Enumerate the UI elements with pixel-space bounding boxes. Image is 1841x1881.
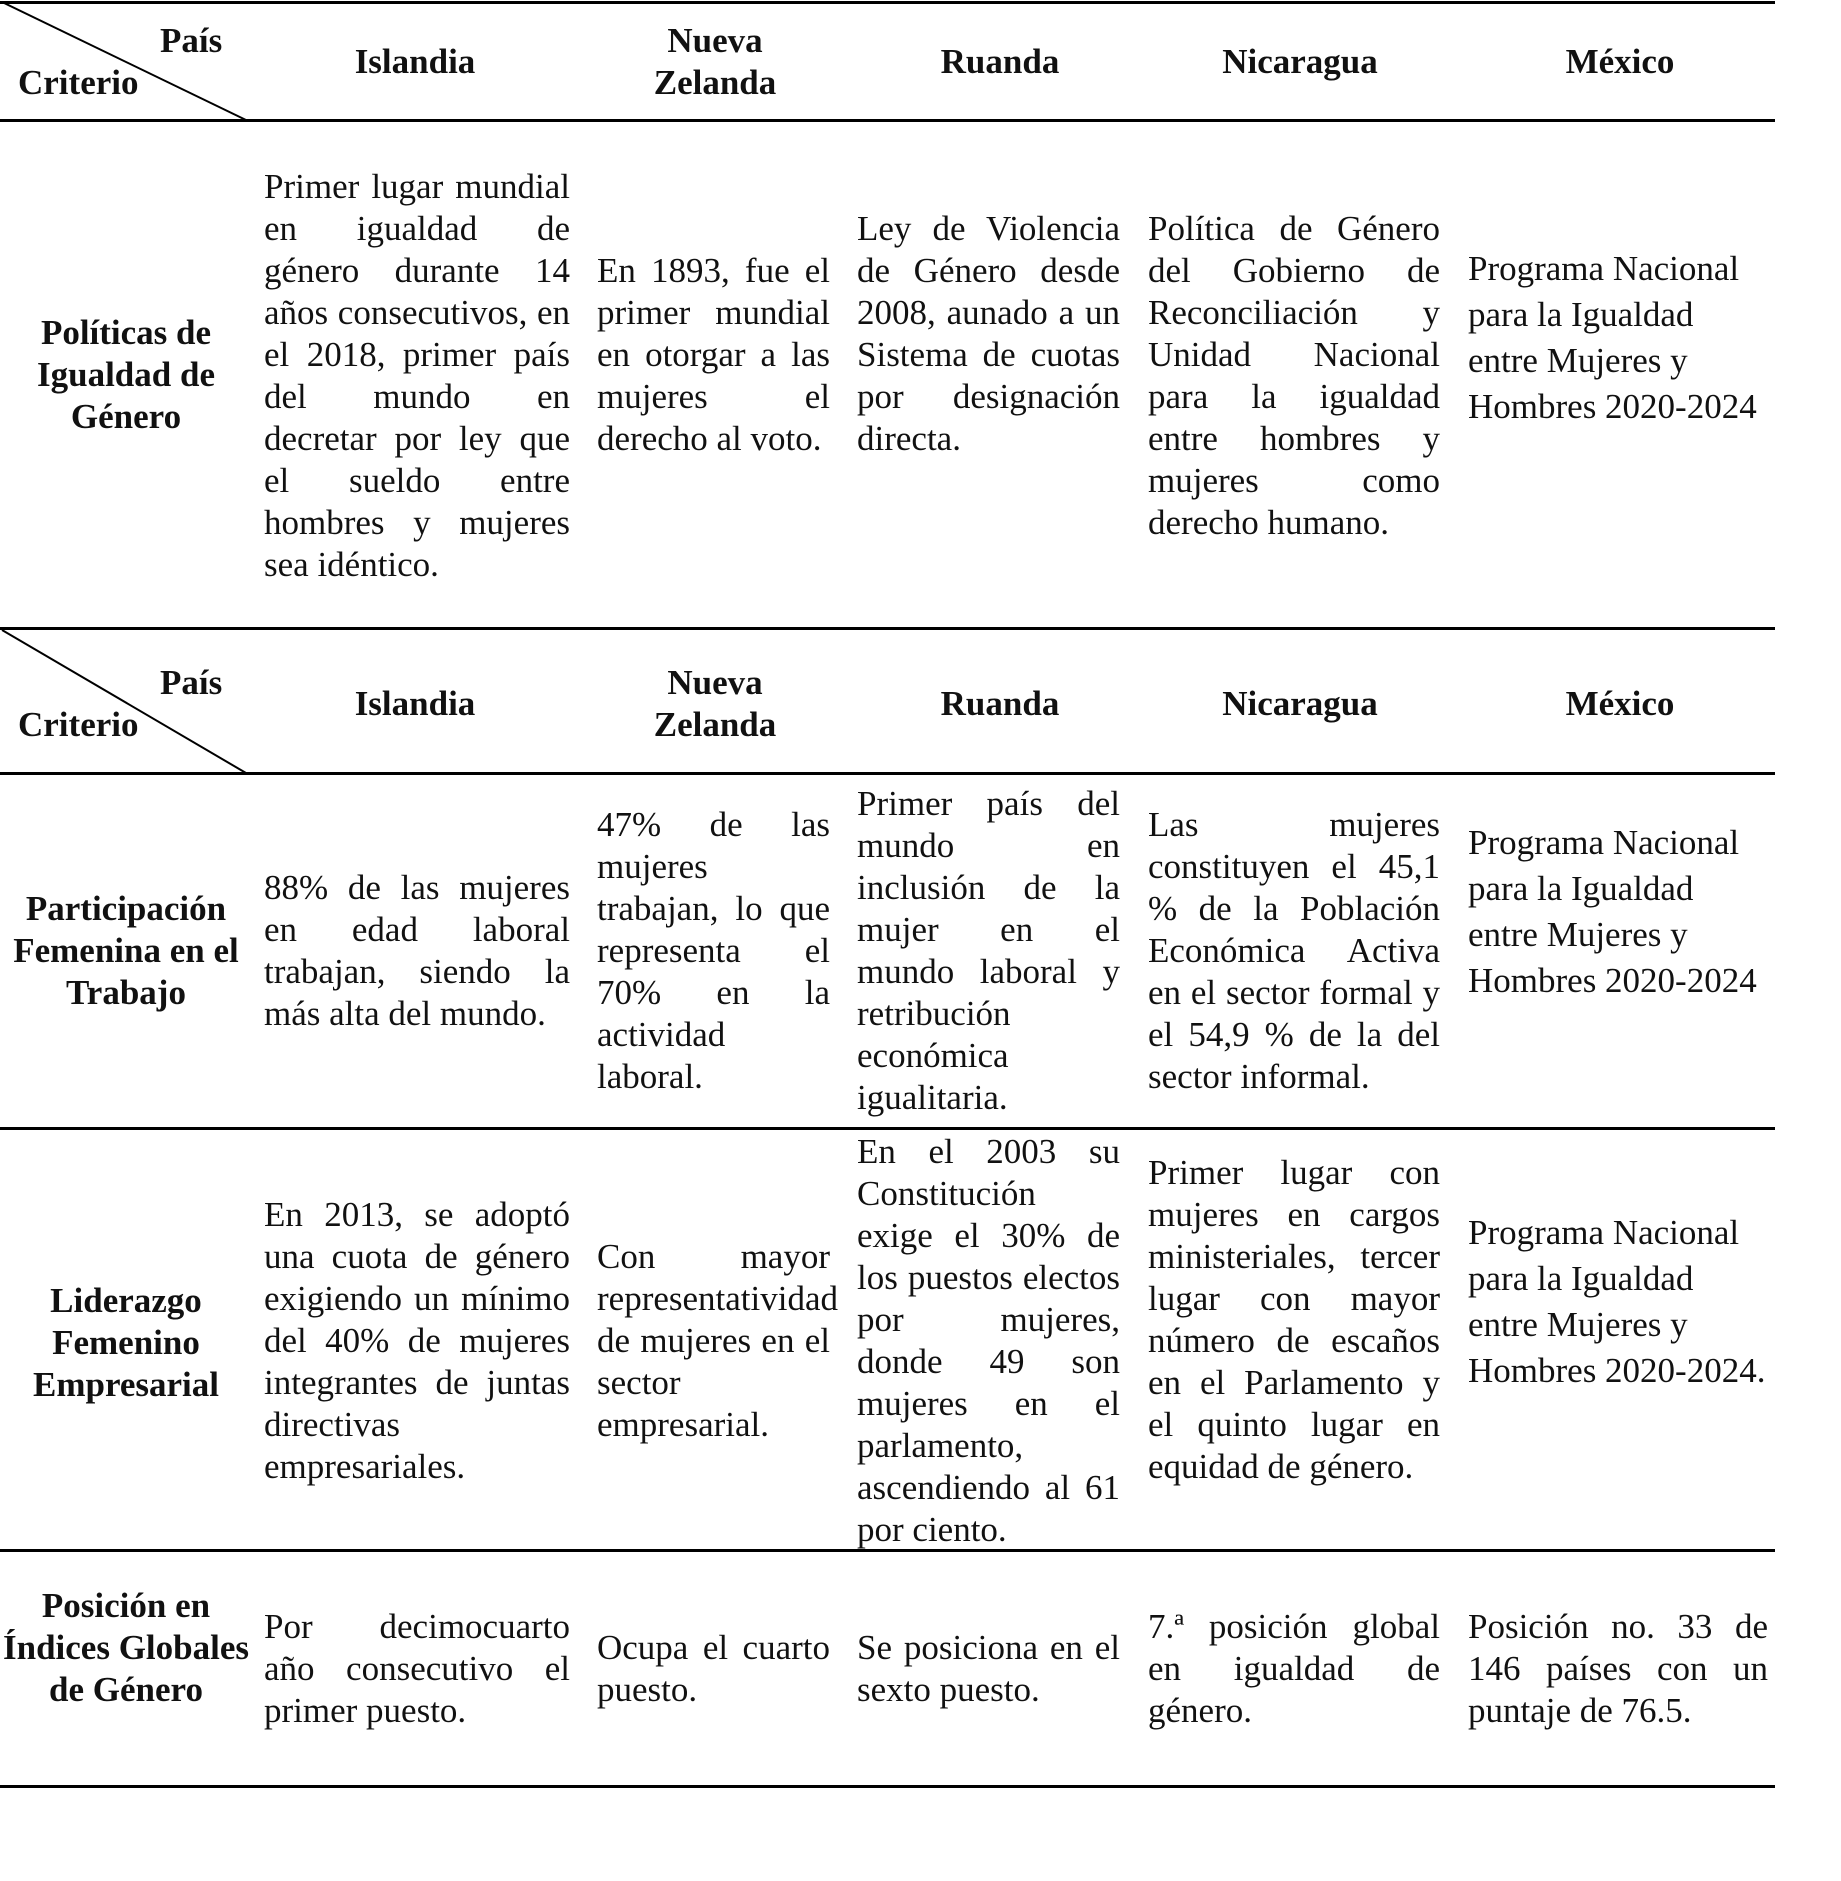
table-cell: Primer lugar mundial en igualdad de género durante 14 años consecutivos, en el 2018, primer país del mundo en decretar por ley que el sueldo entre hombres y mujeres sea idéntico. [264,167,570,584]
table-cell: Posición no. 33 de 146 países con un puntaje de 76.5. [1468,1607,1768,1730]
column-header-mexico: México [1565,684,1675,723]
table-cell: En el 2003 su Constitución exige el 30% de los puestos electos por mujeres, donde 49 son mujeres en el parlamento, ascendiendo al 61 por ciento. [857,1132,1120,1549]
table-cell: En 2013, se adoptó una cuota de género exigiendo un mínimo del 40% de mujeres integrantes de juntas directivas empresariales. [264,1195,570,1486]
corner-label-criterion: Criterio [18,63,139,102]
table-cell: Ley de Violencia de Género desde 2008, aunado a un Sistema de cuotas por designación directa. [857,209,1120,458]
table-cell: Política de Género del Gobierno de Reconciliación y Unidad Nacional para la igualdad entre hombres y mujeres como derecho humano. [1148,209,1440,542]
table-bottom-rule [0,1785,1775,1788]
column-header-nicaragua: Nicaragua [1222,42,1378,81]
header-bottom-rule [0,772,1775,775]
row-rule [0,627,1775,630]
table-cell: Programa Nacional para la Igualdad entre Mujeres y Hombres 2020-2024 [1468,823,1757,1000]
table-cell: Programa Nacional para la Igualdad entre Mujeres y Hombres 2020-2024. [1468,1213,1766,1390]
row-rule [0,1127,1775,1130]
table-cell: Las mujeres constituyen el 45,1 % de la Población Económica Activa en el sector formal y el 54,9 % de la del sector informal. [1148,805,1440,1096]
column-header-nueva-zelanda: Nueva Zelanda [653,21,777,102]
column-header-islandia: Islandia [354,684,476,723]
table-cell: 47% de las mujeres trabajan, lo que representa el 70% en la actividad laboral. [597,805,830,1096]
column-header-nueva-zelanda: Nueva Zelanda [653,663,777,744]
column-header-mexico: México [1565,42,1675,81]
row-criterion: Liderazgo Femenino Empresarial [32,1281,219,1404]
row-criterion: Políticas de Igualdad de Género [37,313,215,436]
corner-label-criterion: Criterio [18,705,139,744]
table-cell: Por decimocuarto año consecutivo el primer puesto. [264,1607,570,1730]
table-cell: Se posiciona en el sexto puesto. [857,1628,1120,1709]
table-cell: Ocupa el cuarto puesto. [597,1628,830,1709]
header-bottom-rule [0,119,1775,122]
table-cell: Con mayor representatividad de mujeres en el sector empresarial. [597,1237,839,1444]
column-header-nicaragua: Nicaragua [1222,684,1378,723]
corner-label-country: País [160,21,223,60]
table-cell: Programa Nacional para la Igualdad entre Mujeres y Hombres 2020-2024 [1468,249,1757,426]
table-cell: 88% de las mujeres en edad laboral trabajan, siendo la más alta del mundo. [264,868,570,1033]
column-header-ruanda: Ruanda [940,684,1060,723]
row-criterion: Participación Femenina en el Trabajo [13,889,239,1012]
table-cell: 7.ª posición global en igualdad de género. [1148,1607,1440,1730]
table-cell: En 1893, fue el primer mundial en otorgar a las mujeres el derecho al voto. [597,251,830,458]
corner-label-country: País [160,663,223,702]
column-header-ruanda: Ruanda [940,42,1060,81]
table-cell: Primer país del mundo en inclusión de la mujer en el mundo laboral y retribución económica igualitaria. [857,784,1120,1117]
row-criterion: Posición en Índices Globales de Género [2,1586,249,1709]
table-cell: Primer lugar con mujeres en cargos ministeriales, tercer lugar con mayor número de escaños en el Parlamento y el quinto lugar en equidad de género. [1148,1153,1440,1486]
table-top-rule [0,1,1775,4]
column-header-islandia: Islandia [354,42,476,81]
